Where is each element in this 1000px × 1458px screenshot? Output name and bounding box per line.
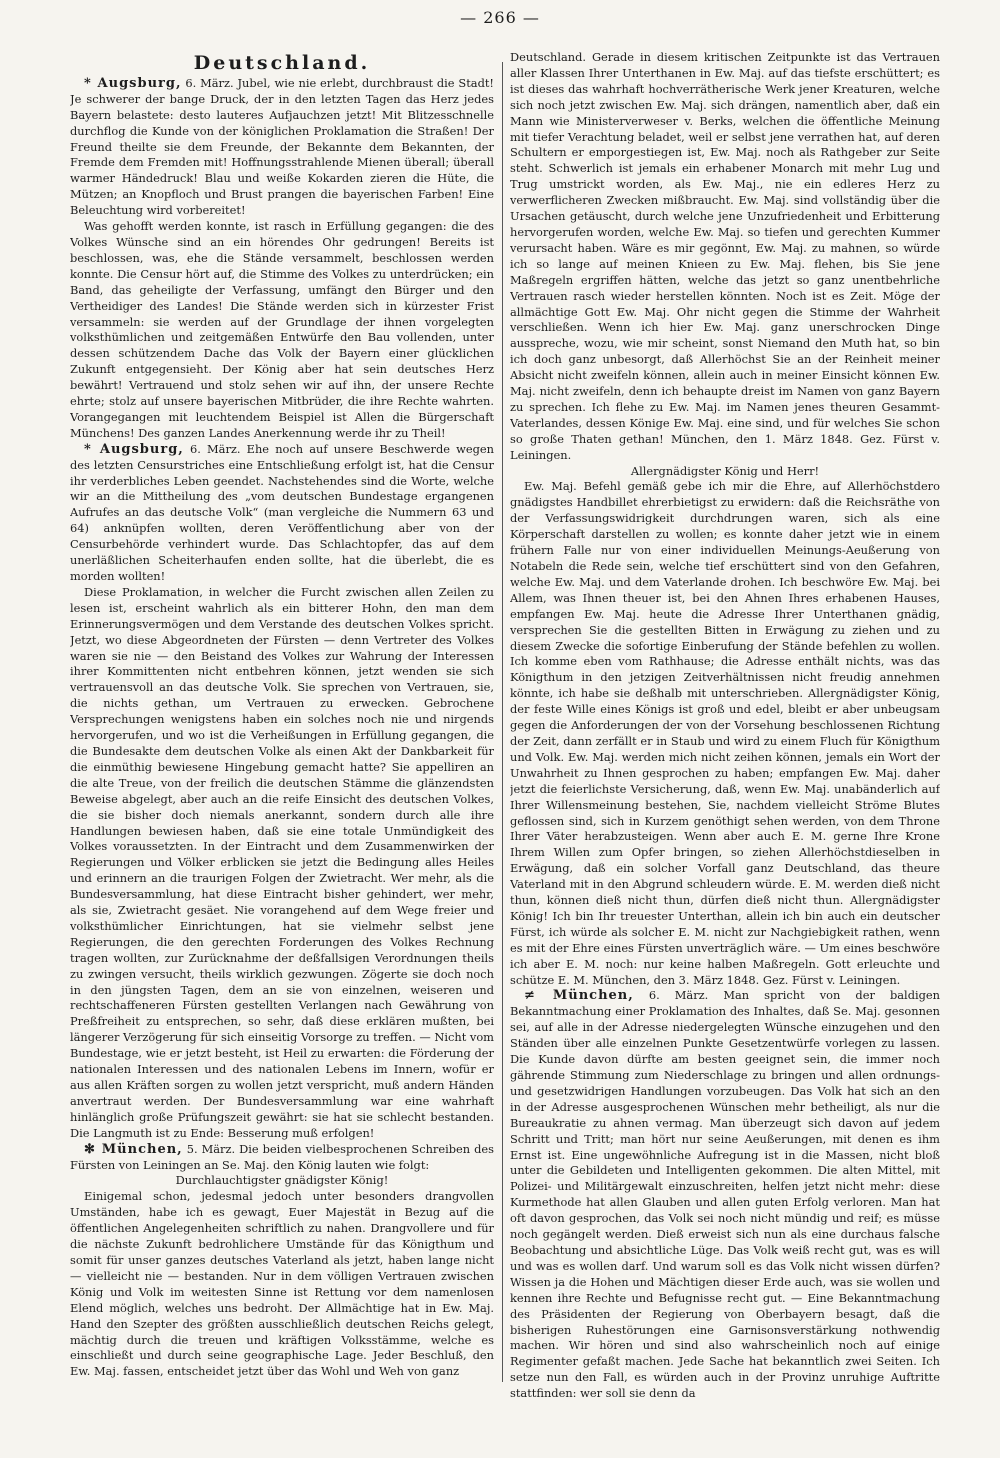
article-text: 5. März. Die beiden vielbesprochenen Schreiben des Fürsten von Leiningen an Se. Maj. den König lauten wie folgt: [70, 1141, 494, 1172]
article-augsburg-2 [70, 442, 494, 585]
letter-salutation: Durchlauchtigster gnädigster König! [175, 1173, 389, 1188]
dateline: * Augsburg, [84, 75, 182, 91]
article-muenchen-2 [510, 988, 940, 1402]
column-divider [502, 62, 503, 1382]
dateline: * Augsburg, [84, 441, 184, 457]
dateline: ≠ München, [524, 988, 634, 1004]
left-column [70, 50, 494, 1450]
right-column [510, 50, 940, 1450]
page-number: — 266 — [460, 8, 540, 27]
dateline: ✻ München, [84, 1141, 183, 1157]
article-text: 6. März. Ehe noch auf unsere Beschwerde wegen des letzten Censurstriches eine Entschließung erfolgt ist, hat die Censur ihr verderbliches Leben geendet. Nachstehendes sind die Worte, welche wir an die Mittheilung des „vom deutschen Bundestage ergangenen Aufrufes an das deutsche Volk“ (man vergleiche die Nummern 63 und 64) anknüpfen wollten, deren Veröffentlichung aber von der Censurbehörde verhindert wurde. Das Schlachtopfer, das auf dem unerläßlichen Scheiterhaufen enden sollte, hat die überlebt, die es morden wollten! [70, 441, 494, 583]
letter-continuation: Deutschland. Gerade in diesem kritischen Zeitpunkte ist das Vertrauen aller Klassen Ihrer Unterthanen in Ew. Maj. auf das tiefste erschüttert; es ist dieses das wahrhaft hochverrätherische Werk jener Kreaturen, welche sich noch jetzt zwischen Ew. Maj. sich drängen, namentlich aber, daß ein Mann wie Ministerverweser v. Berks, welchen die öffentliche Meinung mit tiefer Verachtung beladet, weil er selbst jene verrathen hat, auf deren Schultern er emporgestiegen ist, Ew. Maj. noch als Rathgeber zur Seite steht. Schwerlich ist jemals ein erhabener Monarch mit mehr Lug und Trug umstrickt worden, als Ew. Maj., nie ein edleres Herz zu verwerflicheren Zwecken mißbraucht. Ew. Maj. sind vollständig über die Ursachen getäuscht, durch welche jene Unzufriedenheit und Erbitterung hervorgerufen worden, welche Ew. Maj. so tiefen und gerechten Kummer verursacht haben. Wäre es mir gegönnt, Ew. Maj. zu mahnen, so würde ich so lange auf meinen Knieen zu Ew. Maj. flehen, bis Sie jene Maßregeln ergriffen hätten, welche das jetzt so ganz unentbehrliche Vertrauen rasch wieder herstellen könnten. Noch ist es Zeit. Möge der allmächtige Gott Ew. Maj. Ohr nicht gegen die Stimme der Wahrheit verschließen. Wenn ich hier Ew. Maj. ganz unerschrocken Dinge ausspreche, wozu, wie mir scheint, sonst Niemand den Muth hat, so bin ich doch ganz unbesorgt, daß Allerhöchst Sie an der Reinheit meiner Absicht nicht zweifeln können, allein auch in meiner Einsicht können Ew. Maj. nicht zweifeln, denn ich behaupte dreist im Namen von ganz Bayern zu sprechen. Ich flehe zu Ew. Maj. im Namen jenes theuren Gesammt-Vaterlandes, dessen Könige Ew. Maj. eine sind, und für welches Sie schon so große Thaten gethan! München, den 1. März 1848. Gez. Fürst v. Leiningen. [510, 50, 940, 462]
article-text: 6. März. Man spricht von der baldigen Bekanntmachung einer Proklamation des Inhaltes, daß Se. Maj. gesonnen sei, auf alle in der Adresse niedergelegten Wünsche einzugehen und den Ständen über alle einzelnen Punkte Gesetzentwürfe vorlegen zu lassen. Die Kunde davon dürfte am besten geeignet sein, die immer noch gährende Stimmung zum Niederschlage zu bringen und allen ordnungs- und gesetzwidrigen Handlungen vorzubeugen. Das Volk hat sich an den in der Adresse ausgesprochenen Wünschen mehr betheiligt, als nur die Bureaukratie zu ahnen vermag. Man überzeugt sich davon auf jedem Schritt und Tritt; man hört nur seine Aeußerungen, mit denen es ihm Ernst ist. Eine ungewöhnliche Aufregung ist in die Massen, nicht bloß unter die Gebildeten und Intelligenten gekommen. Die alten Mittel, mit Polizei- und Militärgewalt einzuschreiten, helfen jetzt nicht mehr: diese Kurmethode hat allen Glauben und allen guten Erfolg verloren. Man hat oft davon gesprochen, das Volk sei noch nicht mündig und reif; es müsse noch gegängelt werden. Dieß erweist sich nun als eine durchaus falsche Beobachtung und absichtliche Lüge. Das Volk weiß recht gut, was es will und was es wollen darf. Und warum soll es das Volk nicht wissen dürfen? Wissen ja die Hohen und Mächtigen dieser Erde auch, was sie wollen und kennen ihre Rechte und Befugnisse recht gut. — Eine Bekanntmachung des Präsidenten der Regierung von Oberbayern besagt, daß die bisherigen Ruhestörungen eine Garnisonsverstärkung nothwendig machen. Wir hören und sind also wahrscheinlich noch auf einige Regimenter gefaßt machen. Jede Sache hat bekanntlich zwei Seiten. Ich setze nun den Fall, es würden auch in der Provinz unruhige Auftritte stattfinden: wer soll sie denn da [510, 988, 940, 1401]
article-paragraph: Diese Proklamation, in welcher die Furcht zwischen allen Zeilen zu lesen ist, erscheint wahrlich als ein bitterer Hohn, den man dem Erinnerungsvermögen und dem Verstande des deutschen Volkes spricht. Jetzt, wo diese Abgeordneten der Fürsten — denn Vertreter des Volkes waren sie nie — den Beistand des Volkes zur Wahrung der Interessen ihrer Kommittenten nicht entbehren können, jetzt wenden sie sich vertrauensvoll an das deutsche Volk. Sie sprechen von Vertrauen, sie, die nichts gethan, um Vertrauen zu erwecken. Gebrochene Versprechungen wenigstens haben ein solches noch nie und nirgends hervorgerufen, und wo ist die Verheißungen in Erfüllung gegangen, die die Bundesakte dem deutschen Volke als einen Akt der Dankbarkeit für die einmüthig bewiesene Hingebung gemacht hatte? Sie appelliren an die alte Treue, von der freilich die deutschen Stämme die glänzendsten Beweise abgelegt, aber auch an die reife Einsicht des deutschen Volkes, die sie bisher doch niemals anerkannt, sondern durch alle ihre Handlungen bewiesen haben, daß sie eine totale Unmündigkeit des Volkes voraussetzten. In der Eintracht und dem Zusammenwirken der Regierungen und Völker erblicken sie jetzt die Bedingung alles Heiles und erinnern an die traurigen Folgen der Zwietracht. Wer mehr, als die Bundesversammlung, hat diese Eintracht bisher gehindert, wer mehr, als sie, Zwietracht gesäet. Nie vorangehend auf dem Wege freier und volksthümlicher Einrichtungen, hat sie vielmehr selbst jene Regierungen, die den gerechten Forderungen des Volkes Rechnung tragen wollten, zur Zurücknahme der deßfallsigen Verordnungen theils zu zwingen versucht, theils wirklich gezwungen. Zögerte sie doch noch in den jüngsten Tagen, dem an sie von einzelnen, weiseren und rechtschaffeneren Fürsten gestellten Verlangen nach Gewährung von Preßfreiheit zu entsprechen, so sehr, daß diese erklären mußten, bei längerer Verzögerung für sich einseitig Vorsorge zu treffen. — Nicht vom Bundestage, wie er jetzt besteht, ist Heil zu erwarten: die Förderung der nationalen Interessen und des nationalen Lebens im Innern, wofür er aus allen Kräften sorgen zu wollen jetzt verspricht, muß andern Händen anvertraut werden. Der Bundesversammlung war eine wahrhaft hinlänglich große Prüfungszeit gewährt: sie hat sie schlecht bestanden. Die Langmuth ist zu Ende: Besserung muß erfolgen! [70, 584, 494, 1140]
article-text: 6. März. Jubel, wie nie erlebt, durchbraust die Stadt! Je schwerer der bange Druck, der in den letzten Tagen das Herz jedes Bayern belastete: desto lauteres Aufjauchzen jetzt! Mit Blitzesschnelle durchflog die Kunde von der königlichen Proklamation die Straßen! Der Freund theilte sie dem Freunde, der Bekannte dem Bekannten, der Fremde dem Fremden mit! Hoffnungsstrahlende Mienen überall; überall warmer Händedruck! Blau und weiße Kokarden zieren die Hüte, die Mützen; an Knopfloch und Brust prangen die bayerischen Farben! Eine Beleuchtung wird vorbereitet! [70, 75, 494, 218]
article-paragraph: Was gehofft werden konnte, ist rasch in Erfüllung gegangen: die des Volkes Wünsche sind an ein hörendes Ohr gedrungen! Bereits ist beschlossen, was, ehe die Stände versammelt, beschlossen werden konnte. Die Censur hört auf, die Stimme des Volkes zu unterdrücken; ein Band, das geheiligte der Verfassung, umfängt den Bürger und den Vertheidiger des Landes! Die Stände werden sich in kürzester Frist versammeln: sie werden auf der Grundlage der ihnen vorgelegten volksthümlichen und zeitgemäßen Entwürfe den Bau vollenden, unter dessen schützendem Dache das Volk der Bayern einer glücklichen Zukunft entgegensieht. Der König aber hat sein deutsches Herz bewährt! Vertrauend und stolz sehen wir auf ihn, der unsere Rechte ehrte; stolz auf unsere bayerischen Mitbrüder, die ihre Rechte wahrten. Vorangegangen mit leuchtendem Beispiel ist Allen die Bürgerschaft Münchens! Des ganzen Landes Anerkennung werde ihr zu Theil! [70, 219, 494, 440]
letter-salutation: Allergnädigster König und Herr! [630, 463, 820, 478]
section-title: Deutschland. [193, 52, 371, 74]
article-augsburg-1 [70, 76, 494, 219]
letter-paragraph: Ew. Maj. Befehl gemäß gebe ich mir die Ehre, auf Allerhöchstdero gnädigstes Handbillet ehrerbietigst zu erwidern: daß die Reichsräthe von der Verfassungswidrigkeit durchdrungen waren, sich als eine Körperschaft darstellen zu wollen; es konnte daher jetzt wie in einem frühern Falle nur von einer individuellen Meinungs-Aeußerung von Notabeln die Rede sein, welche tief erschüttert sind von den Gefahren, welche Ew. Maj. und dem Vaterlande drohen. Ich beschwöre Ew. Maj. bei Allem, was Ihnen theuer ist, bei den Ahnen Ihres erhabenen Hauses, empfangen Ew. Maj. heute die Adresse Ihrer Unterthanen gnädig, versprechen Sie die gestellten Bitten in Erwägung zu ziehen und zu diesem Zwecke die sofortige Einberufung der Stände befehlen zu wollen. Ich komme eben vom Rathhause; die Adresse enthält nichts, was das Königthum in den jetzigen Zeitverhältnissen nicht freudig annehmen könnte, ich habe sie deßhalb mit unterschrieben. Allergnädigster König, der feste Wille eines Königs ist groß und edel, bleibt er aber unbeugsam gegen die Anforderungen der von der Vorsehung beschlossenen Richtung der Zeit, dann zerfällt er in Staub und wird zu einem Fluch für Königthum und Volk. Ew. Maj. werden mich nicht zeihen können, jemals ein Wort der Unwahrheit zu Ihnen gesprochen zu haben; empfangen Ew. Maj. daher jetzt die feierlichste Versicherung, daß, wenn Ew. Maj. unabänderlich auf Ihrer Willensmeinung bestehen, Sie, nachdem vielleicht Ströme Blutes geflossen sind, sich in Kurzem genöthigt sehen werden, von dem Throne Ihrer Väter herabzusteigen. Wenn aber auch E. M. gerne Ihre Krone Ihrem Willen zum Opfer bringen, so ziehen Allerhöchstdieselben in Erwägung, daß ein solcher Vorfall ganz Deutschland, das theure Vaterland mit in den Abgrund schleudern würde. E. M. werden dieß nicht thun, können dieß nicht thun, dürfen dieß nicht thun. Allergnädigster König! Ich bin Ihr treuester Unterthan, allein ich bin auch ein deutscher Fürst, ich würde als solcher E. M. nicht zur Nachgiebigkeit rathen, wenn es mit der Ehre eines Fürsten unverträglich wäre. — Um eines beschwöre ich aber E. M. noch: nur keine halben Maßregeln. Gott erleuchte und schütze E. M. München, den 3. März 1848. Gez. Fürst v. Leiningen. [510, 479, 940, 987]
article-muenchen-1 [70, 1142, 494, 1174]
letter-paragraph: Einigemal schon, jedesmal jedoch unter besonders drangvollen Umständen, habe ich es gewagt, Euer Majestät in Bezug auf die öffentlichen Angelegenheiten schriftlich zu nahen. Drangvollere und für die nächste Zukunft bedrohlichere Umstände für das Königthum und somit für unser ganzes deutsches Vaterland als jetzt, haben lange nicht — vielleicht nie — bestanden. Nur in dem völligen Vertrauen zwischen König und Volk im weitesten Sinne ist Rettung vor dem namenlosen Elend möglich, welches uns bedroht. Der Allmächtige hat in Ew. Maj. Hand den Szepter des größten ausschließlich deutschen Reichs gelegt, mächtig durch die treuen und kräftigen Volksstämme, welche es einschließt und durch seine geographische Lage. Jeder Beschluß, den Ew. Maj. fassen, entscheidet jetzt über das Wohl und Weh von ganz [70, 1189, 494, 1379]
